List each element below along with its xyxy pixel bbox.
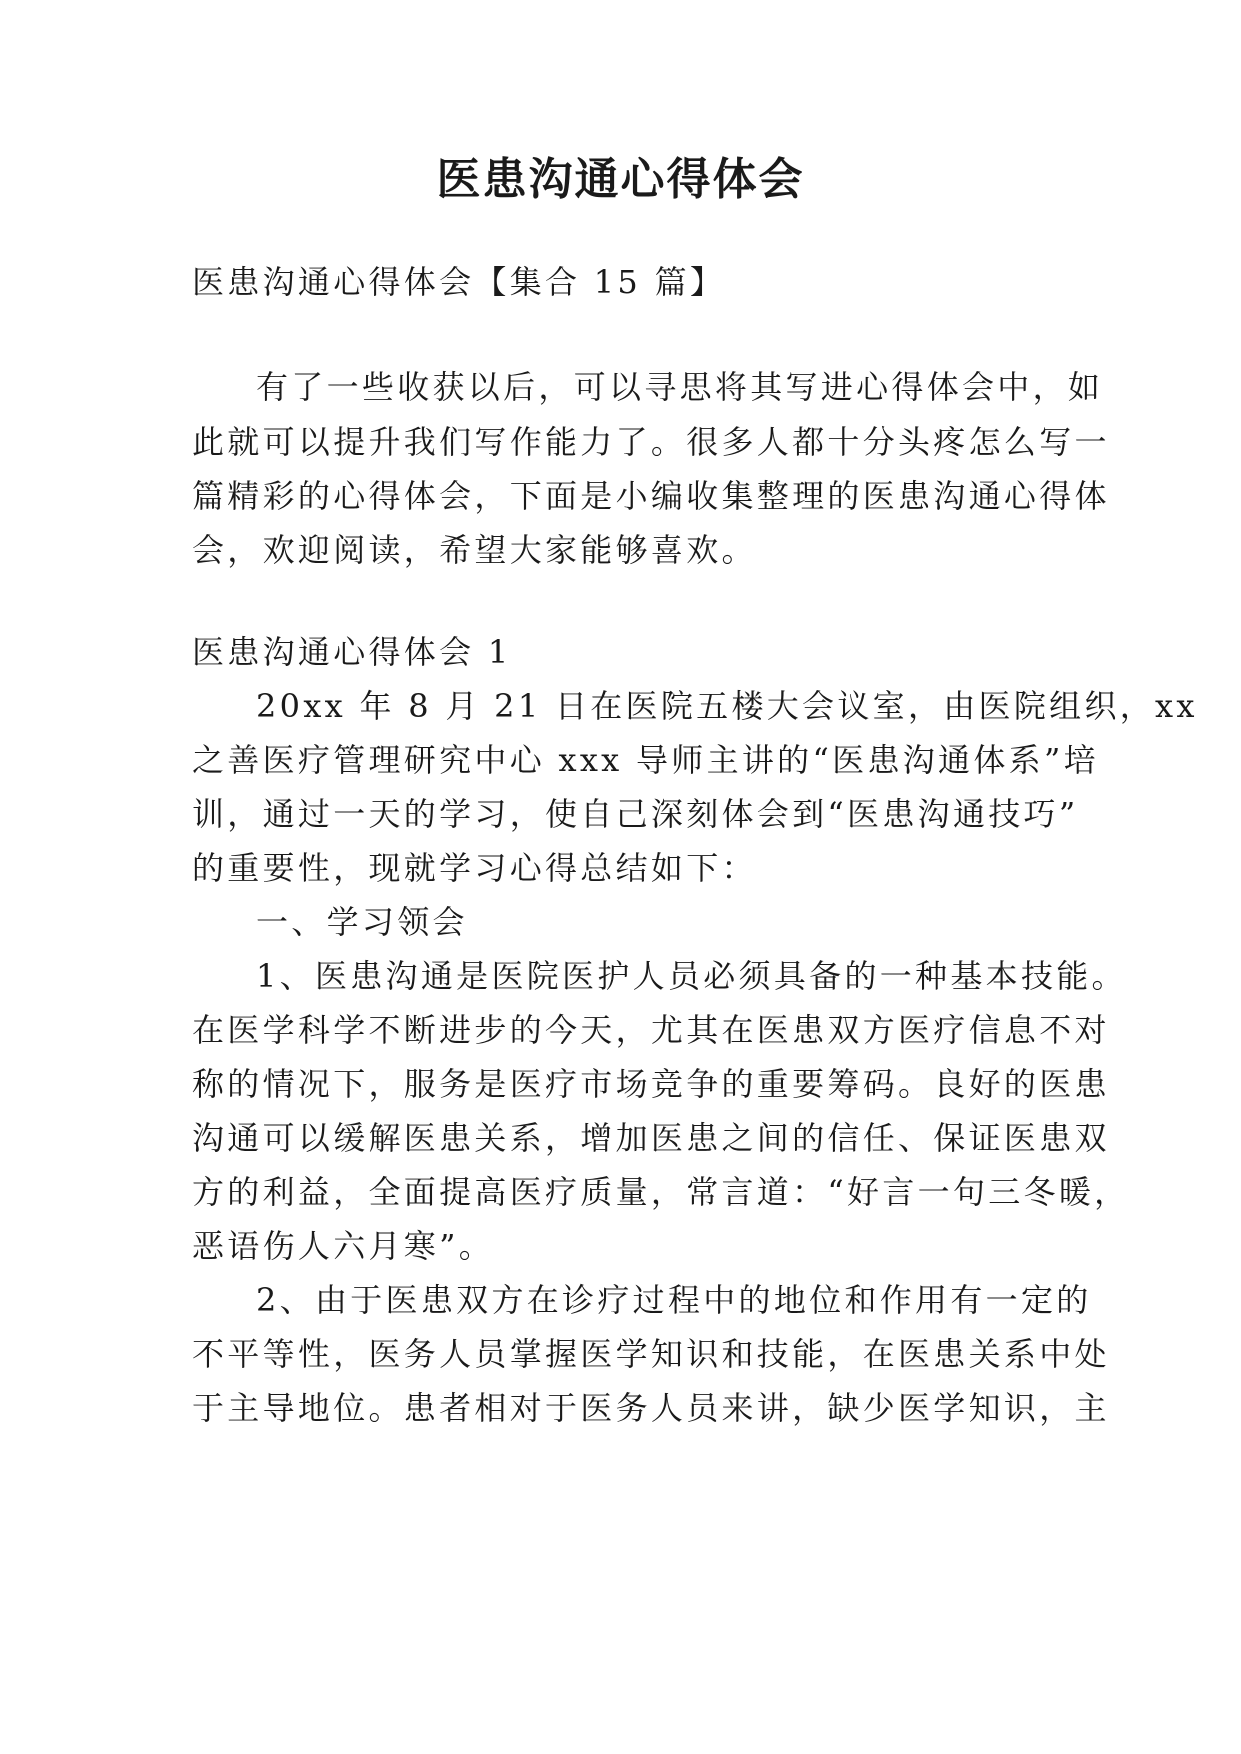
intro-line: 篇精彩的心得体会，下面是小编收集整理的医患沟通心得体 <box>192 477 1110 515</box>
paragraph-line: 沟通可以缓解医患关系，增加医患之间的信任、保证医患双 <box>192 1119 1110 1157</box>
section-heading: 医患沟通心得体会 1 <box>192 633 512 671</box>
paragraph-line: 20xx 年 8 月 21 日在医院五楼大会议室，由医院组织，xx <box>256 687 1198 725</box>
paragraph-line: 不平等性，医务人员掌握医学知识和技能，在医患关系中处 <box>192 1335 1110 1373</box>
paragraph-line: 在医学科学不断进步的今天，尤其在医患双方医疗信息不对 <box>192 1011 1110 1049</box>
document-subtitle: 医患沟通心得体会【集合 15 篇】 <box>192 263 726 301</box>
paragraph-line: 的重要性，现就学习心得总结如下： <box>192 849 757 887</box>
paragraph-line: 恶语伤人六月寒”。 <box>192 1227 495 1265</box>
sub-heading: 一、学习领会 <box>256 903 468 941</box>
paragraph-line: 训，通过一天的学习，使自己深刻体会到“医患沟通技巧” <box>192 795 1079 833</box>
document-title: 医患沟通心得体会 <box>436 154 805 205</box>
intro-line: 此就可以提升我们写作能力了。很多人都十分头疼怎么写一 <box>192 423 1110 461</box>
paragraph-line: 方的利益，全面提高医疗质量，常言道：“好言一句三冬暖， <box>192 1173 1130 1211</box>
paragraph-line: 2、由于医患双方在诊疗过程中的地位和作用有一定的 <box>256 1281 1092 1319</box>
paragraph-line: 于主导地位。患者相对于医务人员来讲，缺少医学知识，主 <box>192 1389 1110 1427</box>
paragraph-line: 之善医疗管理研究中心 xxx 导师主讲的“医患沟通体系”培 <box>192 741 1099 779</box>
paragraph-line: 1、医患沟通是医院医护人员必须具备的一种基本技能。 <box>256 957 1127 995</box>
intro-line: 会，欢迎阅读，希望大家能够喜欢。 <box>192 531 757 569</box>
paragraph-line: 称的情况下，服务是医疗市场竞争的重要筹码。良好的医患 <box>192 1065 1110 1103</box>
intro-line: 有了一些收获以后，可以寻思将其写进心得体会中，如 <box>256 368 1104 406</box>
